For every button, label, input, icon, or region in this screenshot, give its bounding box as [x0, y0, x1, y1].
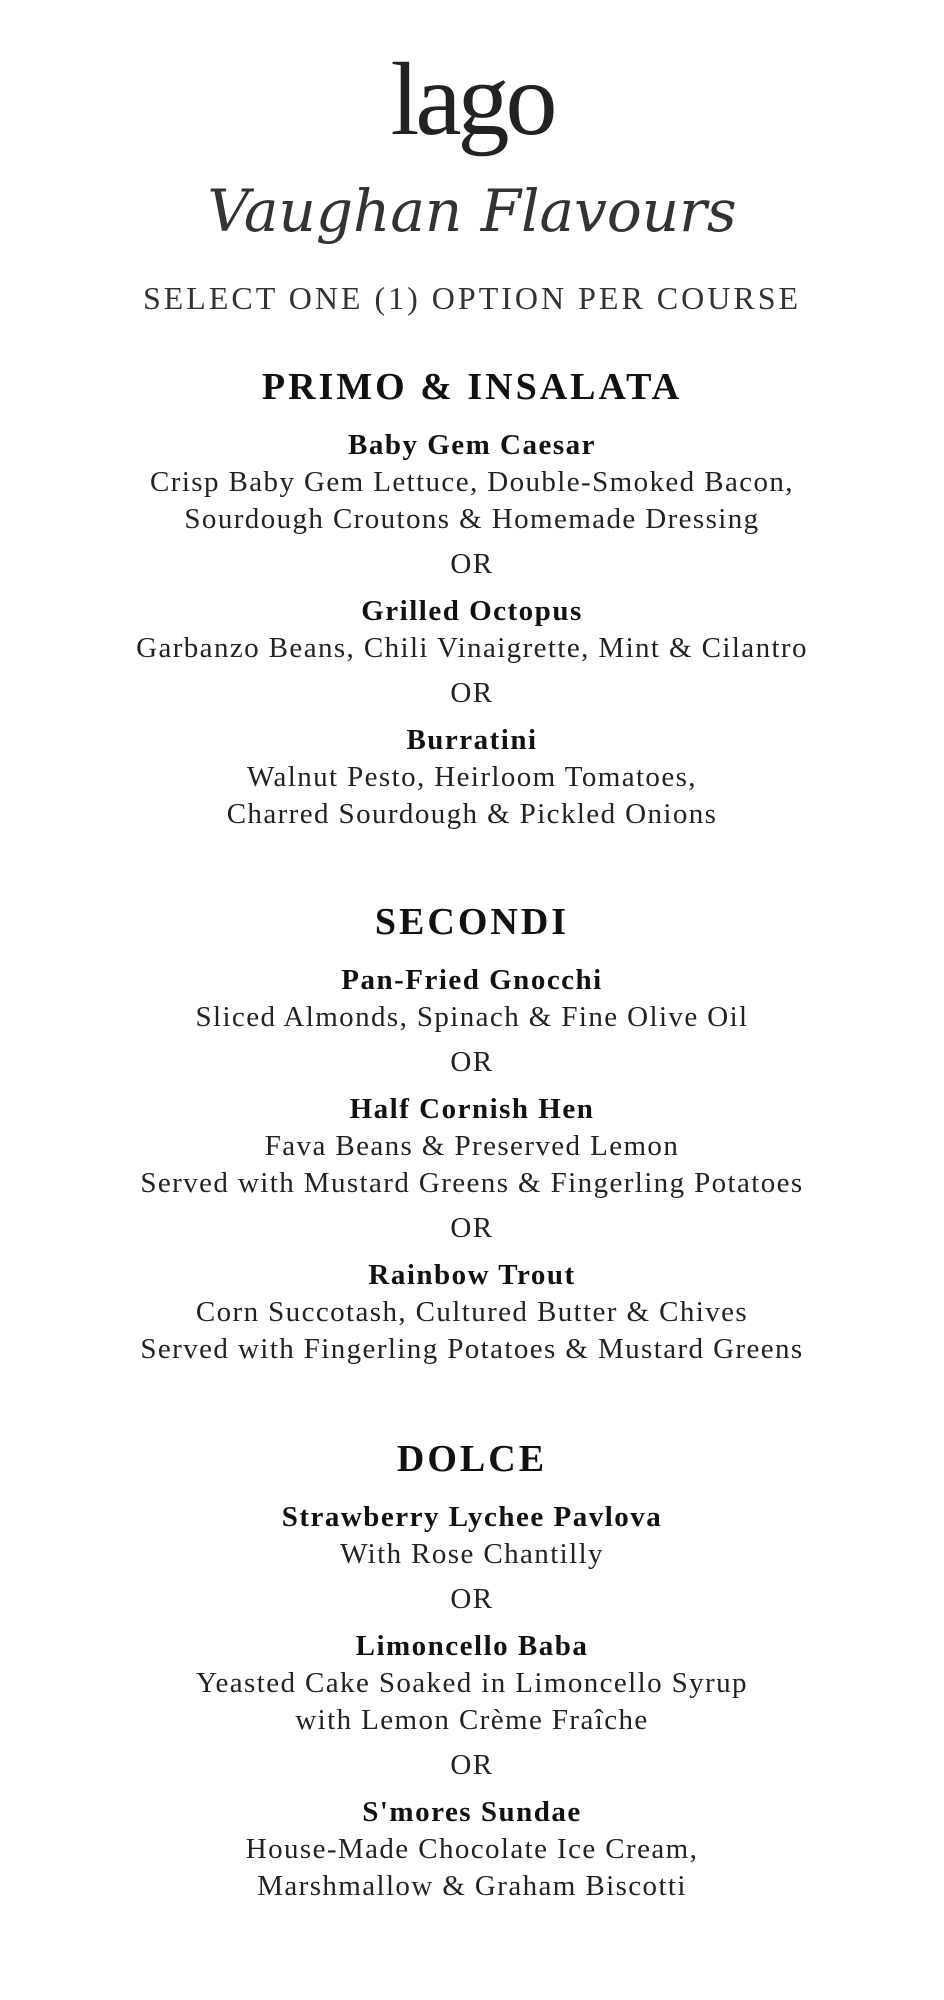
or-separator: OR [450, 676, 494, 709]
or-separator: OR [450, 1582, 494, 1615]
dish-description-line: Fava Beans & Preserved Lemon [264, 1129, 680, 1162]
dish-description-line: Served with Fingerling Potatoes & Mustard Greens [140, 1332, 804, 1365]
dish-description-line: Charred Sourdough & Pickled Onions [226, 797, 718, 830]
course-title: DOLCE [396, 1438, 548, 1480]
course-title: PRIMO & INSALATA [261, 366, 683, 408]
dish-description-line: Marshmallow & Graham Biscotti [257, 1869, 687, 1902]
dish-description-line: Sourdough Croutons & Homemade Dressing [184, 502, 760, 535]
dish-name: Rainbow Trout [368, 1258, 576, 1291]
dish-name: Half Cornish Hen [349, 1092, 595, 1125]
or-separator: OR [450, 1748, 494, 1781]
dish [0, 593, 944, 667]
dish [0, 427, 944, 538]
dish-name: Burratini [406, 723, 538, 756]
course-primo-insalata [0, 365, 944, 833]
menu-name: Vaughan Flavours [207, 177, 737, 245]
dish-description-line: Corn Succotash, Cultured Butter & Chives [195, 1295, 749, 1328]
dish [0, 1794, 944, 1905]
dish [0, 1628, 944, 1739]
course-secondi [0, 900, 944, 1368]
dish-name: Pan-Fried Gnocchi [341, 963, 603, 996]
dish [0, 722, 944, 833]
or-separator: OR [450, 1211, 494, 1244]
dish-description-line: With Rose Chantilly [340, 1537, 604, 1570]
dish-description-line: Walnut Pesto, Heirloom Tomatoes, [247, 760, 697, 793]
dish-description-line: House-Made Chocolate Ice Cream, [245, 1832, 699, 1865]
course-title: SECONDI [374, 901, 570, 943]
dish-name: S'mores Sundae [362, 1795, 582, 1828]
dish [0, 1257, 944, 1368]
instruction-text: SELECT ONE (1) OPTION PER COURSE [142, 280, 802, 316]
logo: lago [390, 42, 554, 157]
dish-name: Limoncello Baba [355, 1629, 589, 1662]
dish [0, 1499, 944, 1573]
dish-name: Strawberry Lychee Pavlova [281, 1500, 663, 1533]
dish-name: Baby Gem Caesar [347, 428, 597, 461]
or-separator: OR [450, 547, 494, 580]
dish-description-line: Sliced Almonds, Spinach & Fine Olive Oil [195, 1000, 749, 1033]
dish [0, 1091, 944, 1202]
dish-description-line: Garbanzo Beans, Chili Vinaigrette, Mint & Cilantro [136, 631, 808, 664]
course-dolce [0, 1437, 944, 1905]
dish-description-line: Yeasted Cake Soaked in Limoncello Syrup [196, 1666, 748, 1699]
dish-description-line: with Lemon Crème Fraîche [295, 1703, 649, 1736]
dish [0, 962, 944, 1036]
or-separator: OR [450, 1045, 494, 1078]
dish-description-line: Served with Mustard Greens & Fingerling Potatoes [140, 1166, 804, 1199]
dish-description-line: Crisp Baby Gem Lettuce, Double-Smoked Bacon, [150, 465, 794, 498]
dish-name: Grilled Octopus [361, 594, 583, 627]
